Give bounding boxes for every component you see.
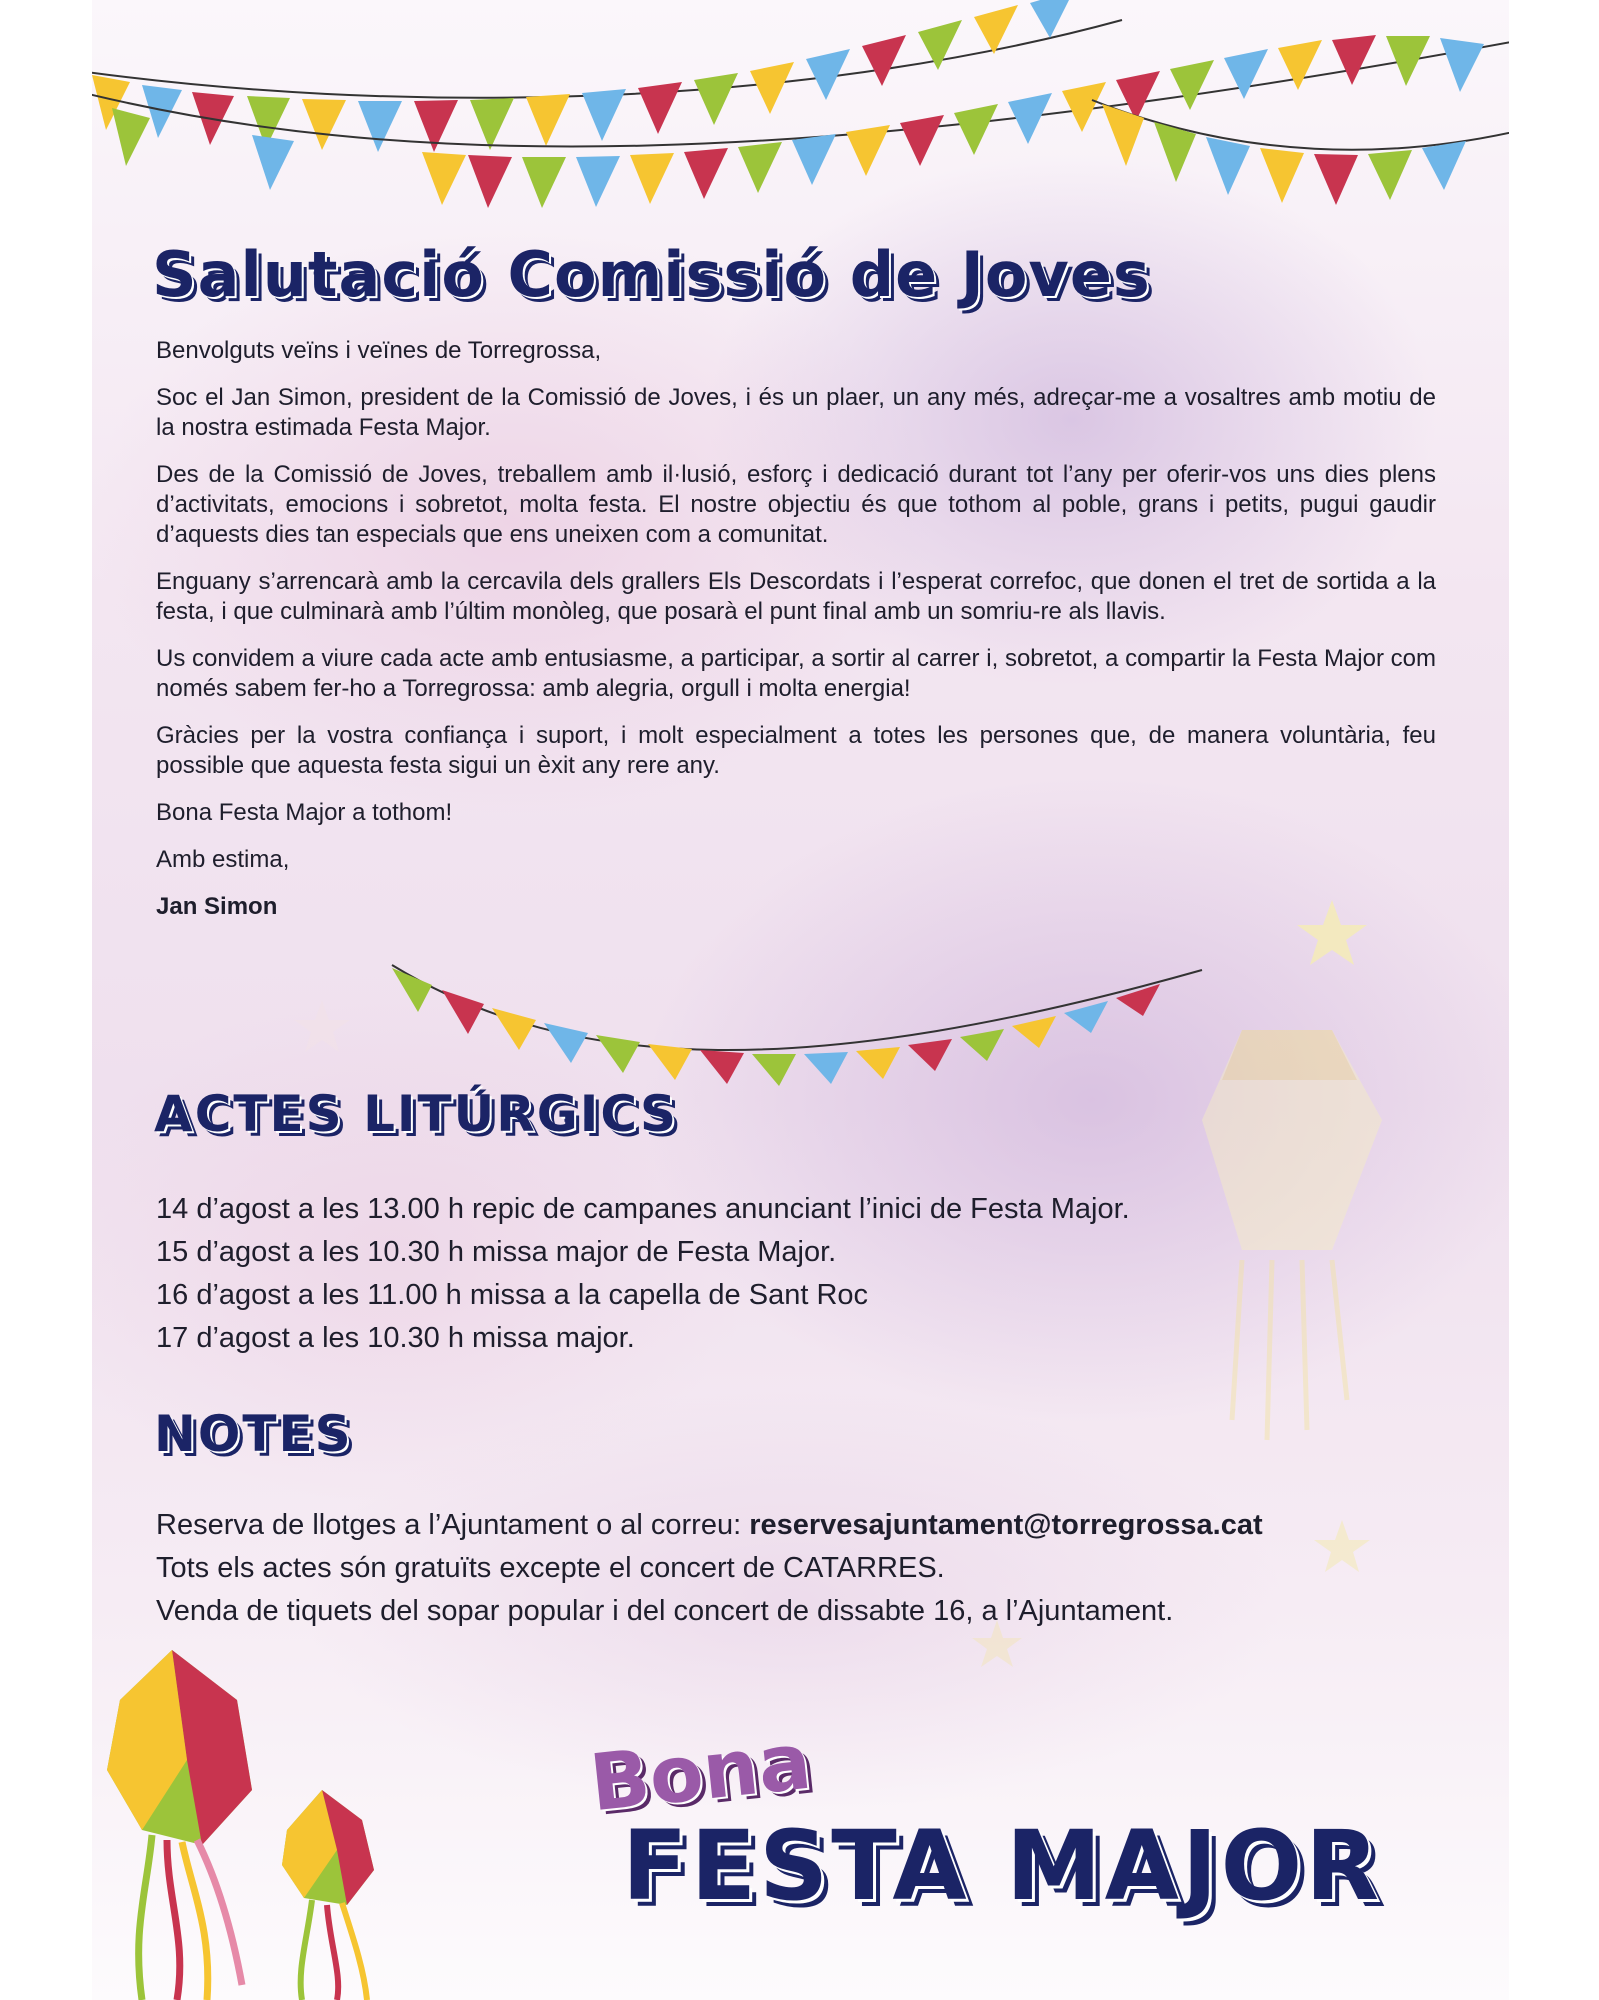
flag-icon — [1012, 1016, 1056, 1048]
flag-icon — [856, 1047, 900, 1079]
star-icon — [1314, 1520, 1370, 1572]
flag-icon — [846, 125, 890, 176]
flag-icon — [358, 101, 402, 152]
flag-icon — [596, 1035, 640, 1073]
flag-icon — [1368, 150, 1412, 200]
letter-paragraph: Des de la Comissió de Joves, treballem amb il·lusió, esforç i dedicació durant tot l’any per oferir-vos uns dies plens d’activitats, emocions i sobretot, molta festa. El nostre objectiu és que tothom al poble, grans i petits, pugui gaudir d’aquests dies tan especials que ens uneixen com a comunitat. — [156, 461, 1436, 548]
flag-icon — [302, 99, 346, 150]
flag-icon — [630, 153, 674, 204]
flag-icon — [700, 1050, 744, 1084]
flag-icon — [422, 152, 466, 205]
lantern-icon — [1202, 1030, 1382, 1440]
flag-icon — [1206, 137, 1250, 195]
flag-icon — [638, 82, 682, 134]
letter-paragraph: Bona Festa Major a tothom! — [156, 799, 453, 826]
flag-icon — [804, 1052, 848, 1084]
flag-icon — [1278, 40, 1322, 90]
flag-icon — [752, 1054, 796, 1086]
flag-icon — [522, 157, 566, 208]
letter-paragraph: Us convidem a viure cada acte amb entusiasme, a participar, a sortir al carrer i, sobretot, a compartir la Festa Major com només sabem fer-ho a Torregrossa: amb alegria, orgull i molta energia! — [156, 645, 1436, 702]
flag-icon — [954, 104, 998, 155]
flag-icon — [582, 89, 626, 141]
lantern-icon — [107, 1650, 252, 2000]
flag-icon — [908, 1039, 952, 1071]
bunting-middle — [392, 968, 1160, 1086]
flag-icon — [1224, 49, 1268, 99]
flag-icon — [1260, 148, 1304, 203]
reservation-text: Reserva de llotges a l’Ajuntament o al correu: — [156, 1509, 750, 1541]
signature-name: Jan Simon — [156, 893, 278, 920]
flag-icon — [1440, 38, 1484, 92]
flag-icon — [392, 968, 432, 1012]
flag-icon — [900, 115, 944, 166]
flag-icon — [792, 134, 836, 185]
letter-paragraph: Soc el Jan Simon, president de la Comissió de Joves, i és un plaer, un any més, adreçar-me a vosaltres amb motiu de la nostra estimada Festa Major. — [156, 384, 1436, 441]
notes-heading: NOTES — [154, 1405, 353, 1463]
flag-icon — [576, 156, 620, 207]
flag-icon — [1314, 154, 1358, 205]
flag-icon — [1116, 984, 1160, 1016]
flag-icon — [694, 73, 738, 125]
lantern-icon — [282, 1790, 374, 2000]
flag-icon — [648, 1044, 692, 1080]
notes-line — [156, 1504, 1263, 1547]
flag-icon — [470, 98, 514, 150]
letter-paragraph: Gràcies per la vostra confiança i suport, i molt especialment a totes les persones que, de manera voluntària, feu possible que aquesta festa sigui un èxit any rere any. — [156, 722, 1436, 779]
flag-icon — [862, 35, 906, 86]
flag-icon — [750, 62, 794, 114]
closing-bona: Bona — [585, 1716, 816, 1830]
flag-icon — [1332, 35, 1376, 85]
flag-icon — [1386, 36, 1430, 86]
liturgy-heading: ACTES LITÚRGICS — [154, 1085, 679, 1143]
list-item: 14 d’agost a les 13.00 h repic de campanes anunciant l’inici de Festa Major. — [156, 1193, 1130, 1225]
liturgy-list — [156, 1188, 1130, 1360]
flag-icon — [1030, 0, 1074, 38]
letter-paragraph: Enguany s’arrencarà amb la cercavila dels grallers Els Descordats i l’esperat correfoc, que donen el tret de sortida a la festa, i que culminarà amb l’últim monòleg, que posarà el punt final amb un somriu-re als llavis. — [156, 568, 1436, 625]
flag-icon — [492, 1008, 536, 1050]
poster — [92, 0, 1509, 2000]
flag-icon — [684, 148, 728, 199]
notes-line: Venda de tiquets del sopar popular i del concert de dissabte 16, a l’Ajuntament. — [156, 1595, 1174, 1627]
list-item: 17 d’agost a les 10.30 h missa major. — [156, 1322, 635, 1354]
flag-icon — [1170, 60, 1214, 110]
flag-icon — [442, 990, 484, 1034]
list-item: 15 d’agost a les 10.30 h missa major de Festa Major. — [156, 1236, 837, 1268]
notes-line: Tots els actes són gratuïts excepte el concert de CATARRES. — [156, 1552, 945, 1584]
closing-festa-major: FESTA MAJOR — [622, 1810, 1383, 1922]
flag-icon — [252, 135, 294, 190]
flag-icon — [142, 85, 182, 138]
flag-icon — [526, 94, 570, 146]
letter-paragraph: Benvolguts veïns i veïnes de Torregrossa, — [156, 337, 602, 364]
letter-paragraph: Amb estima, — [156, 846, 290, 873]
flag-icon — [544, 1023, 588, 1063]
notes-block — [156, 1504, 1263, 1633]
reservation-email-link[interactable]: reservesajuntament@torregrossa.cat — [749, 1509, 1263, 1541]
flag-icon — [1064, 1001, 1108, 1033]
star-icon — [294, 1000, 350, 1052]
bunting-top-right — [1102, 104, 1466, 205]
page-title: Salutació Comissió de Joves — [152, 238, 1151, 311]
flag-icon — [738, 142, 782, 193]
flag-icon — [960, 1029, 1004, 1061]
greeting-letter — [156, 336, 1436, 939]
flag-icon — [1422, 141, 1466, 190]
list-item: 16 d’agost a les 11.00 h missa a la capella de Sant Roc — [156, 1279, 869, 1311]
flag-icon — [468, 155, 512, 208]
flag-icon — [112, 108, 150, 166]
